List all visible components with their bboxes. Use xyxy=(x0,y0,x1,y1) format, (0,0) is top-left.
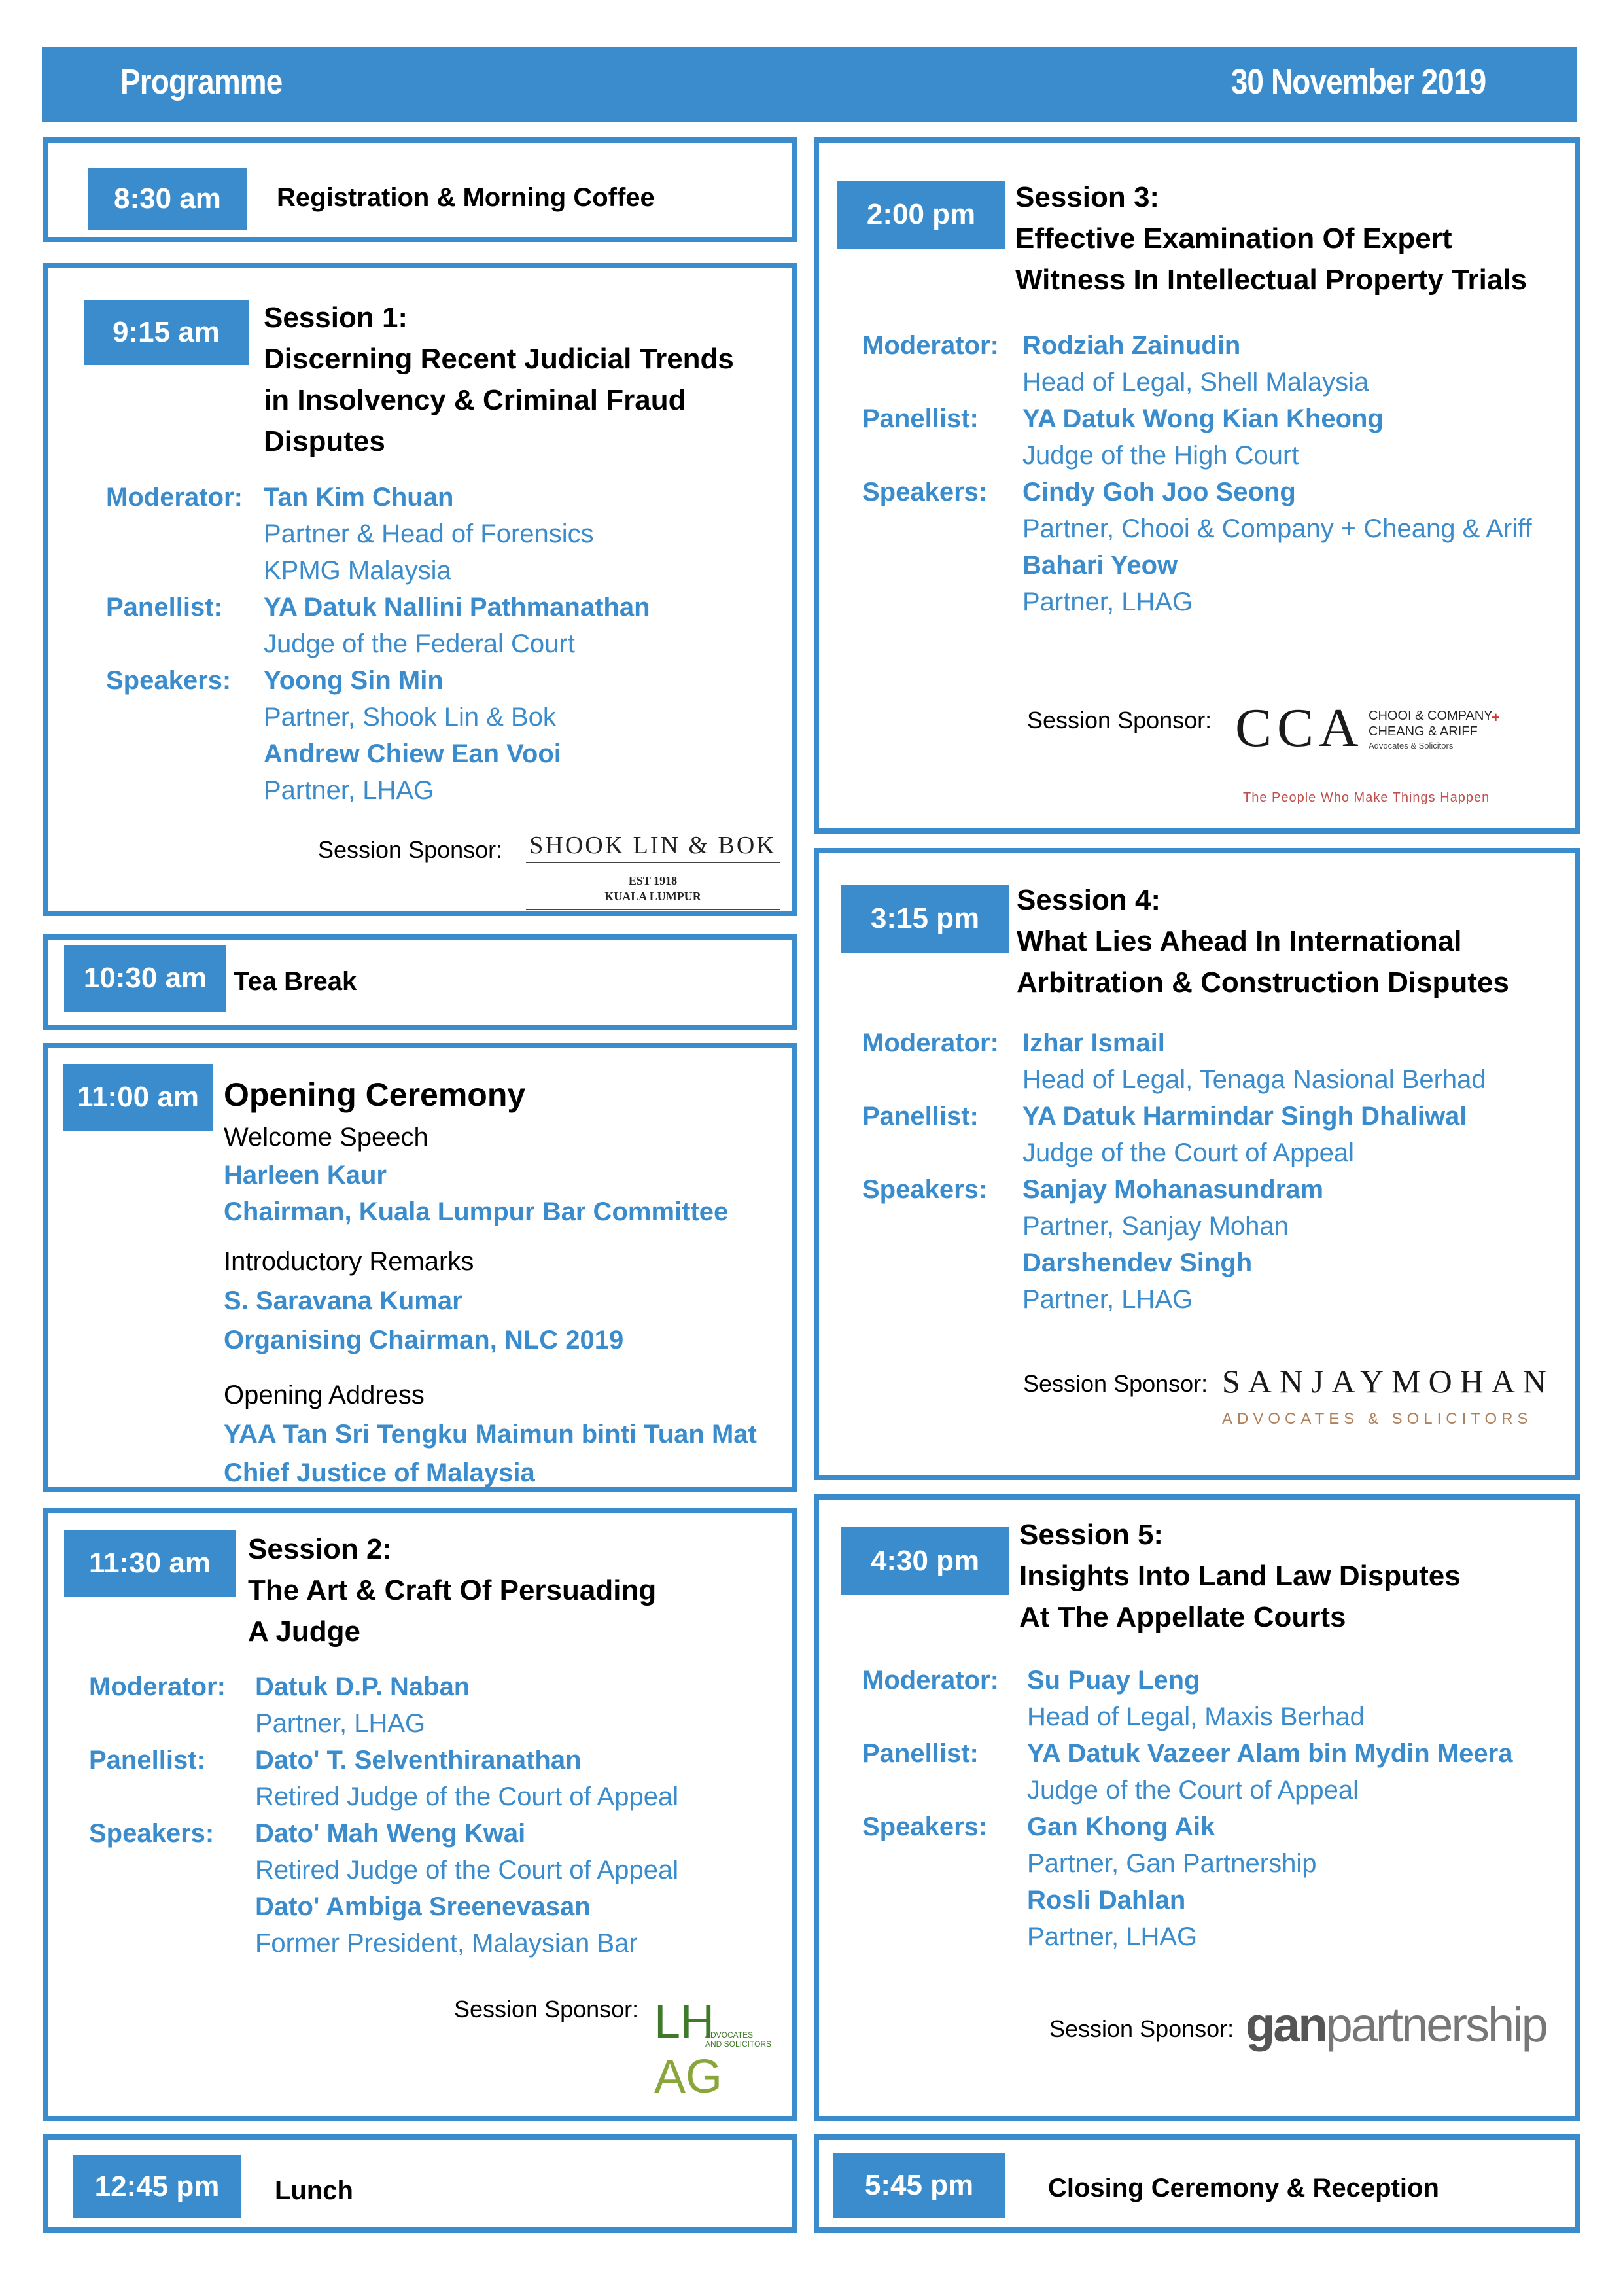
panellist-role: Panellist: xyxy=(862,404,979,433)
moderator-name: Su Puay Leng xyxy=(1027,1666,1200,1695)
panellist-name: YA Datuk Harmindar Singh Dhaliwal xyxy=(1022,1102,1467,1131)
panellist-name: Dato' T. Selventhiranathan xyxy=(255,1746,582,1775)
session1-box xyxy=(43,263,797,916)
svg-text:CHOOI & COMPANY: CHOOI & COMPANY xyxy=(1369,709,1493,723)
time-badge: 9:15 am xyxy=(84,300,249,365)
svg-text:SANJAYMOHAN: SANJAYMOHAN xyxy=(1222,1363,1555,1400)
session4-box xyxy=(814,848,1580,1480)
session-title: Session 4: What Lies Ahead In International Arbitration & Construction Disputes xyxy=(1017,884,1509,998)
svg-text:CCA: CCA xyxy=(1235,703,1364,758)
svg-text:Advocates & Solicitors: Advocates & Solicitors xyxy=(1369,741,1454,751)
welcome-role: Chairman, Kuala Lumpur Bar Committee xyxy=(224,1197,729,1226)
session-people: Moderator: Rodziah Zainudin Head of Legal, Shell Malaysia Panellist: YA Datuk Wong Kian Kheong Judge of the High Court Speakers: Cindy Goh Joo Seong Partner, Chooi & Company + Cheang & Ariff Bahari Yeow Partner, LHAG xyxy=(862,327,1532,620)
sponsor-label: Session Sponsor: xyxy=(1023,1370,1208,1397)
lunch-label: Lunch xyxy=(275,2176,353,2205)
time-badge: 12:45 pm xyxy=(73,2155,241,2218)
registration-label: Registration & Morning Coffee xyxy=(277,183,655,212)
speaker-name: Darshendev Singh xyxy=(1022,1248,1253,1277)
moderator-name: Datuk D.P. Naban xyxy=(255,1672,470,1701)
moderator-role: Moderator: xyxy=(862,1666,999,1695)
welcome-name: Harleen Kaur xyxy=(224,1161,387,1190)
gan-partnership-logo xyxy=(1243,1994,1570,2060)
session5-box xyxy=(814,1494,1580,2121)
panellist-name: YA Datuk Wong Kian Kheong xyxy=(1022,404,1384,433)
svg-text:KUALA LUMPUR: KUALA LUMPUR xyxy=(604,890,701,903)
moderator-role: Moderator: xyxy=(89,1672,226,1701)
closing-label: Closing Ceremony & Reception xyxy=(1048,2174,1439,2202)
time-badge: 10:30 am xyxy=(64,945,226,1012)
header-bar xyxy=(42,47,1577,122)
speaker-name: Rosli Dahlan xyxy=(1027,1886,1186,1915)
speaker-name: Dato' Ambiga Sreenevasan xyxy=(255,1892,591,1921)
time-badge: 2:00 pm xyxy=(837,181,1005,249)
address-name: YAA Tan Sri Tengku Maimun binti Tuan Mat xyxy=(224,1420,757,1449)
sponsor-label: Session Sponsor: xyxy=(454,1996,639,2022)
session-title: Session 3: Effective Examination Of Expert Witness In Intellectual Property Trials xyxy=(1015,181,1527,296)
svg-text:CHEANG & ARIFF: CHEANG & ARIFF xyxy=(1369,724,1478,739)
tea-break-box xyxy=(43,934,797,1030)
speaker-name: Cindy Goh Joo Seong xyxy=(1022,478,1296,506)
time-badge: 3:15 pm xyxy=(841,885,1009,953)
address-role: Chief Justice of Malaysia xyxy=(224,1458,535,1487)
lhag-logo xyxy=(649,1994,786,2099)
speaker-name: Andrew Chiew Ean Vooi xyxy=(264,739,561,768)
svg-text:LH: LH xyxy=(654,1996,715,2048)
sponsor-label: Session Sponsor: xyxy=(1027,707,1212,733)
speakers-role: Speakers: xyxy=(106,666,232,695)
moderator-role: Moderator: xyxy=(106,483,243,512)
opening-ceremony-box xyxy=(43,1043,797,1492)
svg-text:ADVOCATES: ADVOCATES xyxy=(705,2030,754,2040)
speakers-role: Speakers: xyxy=(862,1812,988,1841)
session-people: Moderator: Su Puay Leng Head of Legal, Maxis Berhad Panellist: YA Datuk Vazeer Alam bin Mydin Meera Judge of the Court of Appeal Speakers: Gan Khong Aik Partner, Gan Partnership Rosli Dahlan Partner, LHAG xyxy=(862,1662,1512,1955)
shook-lin-bok-logo xyxy=(526,823,781,912)
session-people: Moderator: Tan Kim Chuan Partner & Head of Forensics KPMG Malaysia Panellist: YA Datuk Nallini Pathmanathan Judge of the Federal Court Speakers: Yoong Sin Min Partner, Shook Lin & Bok Andrew Chiew Ean Vooi Partner, LHAG xyxy=(106,479,650,809)
time-badge: 8:30 am xyxy=(88,168,247,230)
moderator-name: Tan Kim Chuan xyxy=(264,483,454,512)
session-people: Moderator: Izhar Ismail Head of Legal, Tenaga Nasional Berhad Panellist: YA Datuk Harmindar Singh Dhaliwal Judge of the Court of Appeal Speakers: Sanjay Mohanasundram Partner, Sanjay Mohan Darshendev Singh Partner, LHAG xyxy=(862,1025,1486,1318)
registration-box xyxy=(43,137,797,242)
svg-text:ganpartnership: ganpartnership xyxy=(1246,1998,1546,2052)
event-date: 30 November 2019 xyxy=(1230,62,1486,101)
session-title: Session 5: Insights Into Land Law Disputes At The Appellate Courts xyxy=(1019,1519,1461,1633)
panellist-role: Panellist: xyxy=(862,1102,979,1131)
moderator-role: Moderator: xyxy=(862,331,999,360)
session3-box xyxy=(814,137,1580,834)
session-title: Session 1: Discerning Recent Judicial Trends in Insolvency & Criminal Fraud Disputes xyxy=(264,302,734,457)
cca-logo xyxy=(1232,703,1546,762)
opening-title: Opening Ceremony xyxy=(224,1076,526,1113)
welcome-label: Welcome Speech xyxy=(224,1123,428,1152)
panellist-name: YA Datuk Vazeer Alam bin Mydin Meera xyxy=(1027,1739,1513,1768)
speaker-name: Sanjay Mohanasundram xyxy=(1022,1175,1324,1204)
panellist-role: Panellist: xyxy=(862,1739,979,1768)
time-badge: 5:45 pm xyxy=(833,2153,1005,2218)
intro-label: Introductory Remarks xyxy=(224,1247,474,1276)
panellist-role: Panellist: xyxy=(89,1746,205,1775)
closing-box xyxy=(814,2134,1580,2233)
speakers-role: Speakers: xyxy=(89,1819,215,1848)
tea-break-label: Tea Break xyxy=(234,967,357,996)
page-title: Programme xyxy=(120,62,283,101)
panellist-role: Panellist: xyxy=(106,593,222,622)
moderator-name: Rodziah Zainudin xyxy=(1022,331,1241,360)
sanjay-mohan-logo xyxy=(1219,1358,1560,1430)
speakers-role: Speakers: xyxy=(862,478,988,506)
svg-text:SHOOK LIN & BOK: SHOOK LIN & BOK xyxy=(529,832,777,859)
moderator-name: Izhar Ismail xyxy=(1022,1029,1165,1057)
speaker-name: Yoong Sin Min xyxy=(264,666,444,695)
time-badge: 4:30 pm xyxy=(841,1527,1009,1595)
session2-box xyxy=(43,1508,797,2121)
svg-text:ADVOCATES & SOLICITORS: ADVOCATES & SOLICITORS xyxy=(1222,1410,1533,1428)
speakers-role: Speakers: xyxy=(862,1175,988,1204)
moderator-role: Moderator: xyxy=(862,1029,999,1057)
sponsor-tagline: The People Who Make Things Happen xyxy=(1243,790,1490,805)
speaker-name: Dato' Mah Weng Kwai xyxy=(255,1819,526,1848)
svg-text:+: + xyxy=(1492,709,1500,726)
speaker-name: Bahari Yeow xyxy=(1022,551,1178,580)
speaker-name: Gan Khong Aik xyxy=(1027,1812,1215,1841)
sponsor-label: Session Sponsor: xyxy=(318,836,503,863)
lunch-box xyxy=(43,2134,797,2233)
svg-text:AND SOLICITORS: AND SOLICITORS xyxy=(705,2040,772,2049)
intro-name: S. Saravana Kumar xyxy=(224,1286,462,1315)
intro-role: Organising Chairman, NLC 2019 xyxy=(224,1326,624,1354)
svg-text:AG: AG xyxy=(654,2051,723,2099)
address-label: Opening Address xyxy=(224,1381,425,1409)
panellist-name: YA Datuk Nallini Pathmanathan xyxy=(264,593,650,622)
sponsor-label: Session Sponsor: xyxy=(1049,2015,1234,2042)
time-badge: 11:00 am xyxy=(63,1064,213,1131)
time-badge: 11:30 am xyxy=(64,1530,236,1597)
session-title: Session 2: The Art & Craft Of Persuading A Judge xyxy=(248,1533,657,1648)
svg-text:EST 1918: EST 1918 xyxy=(628,874,678,887)
session-people: Moderator: Datuk D.P. Naban Partner, LHAG Panellist: Dato' T. Selventhiranathan Retired Judge of the Court of Appeal Speakers: Dato' Mah Weng Kwai Retired Judge of the Court of Appeal Dato' Ambiga Sreenevasan Former President, Malaysian Bar xyxy=(89,1669,678,1962)
